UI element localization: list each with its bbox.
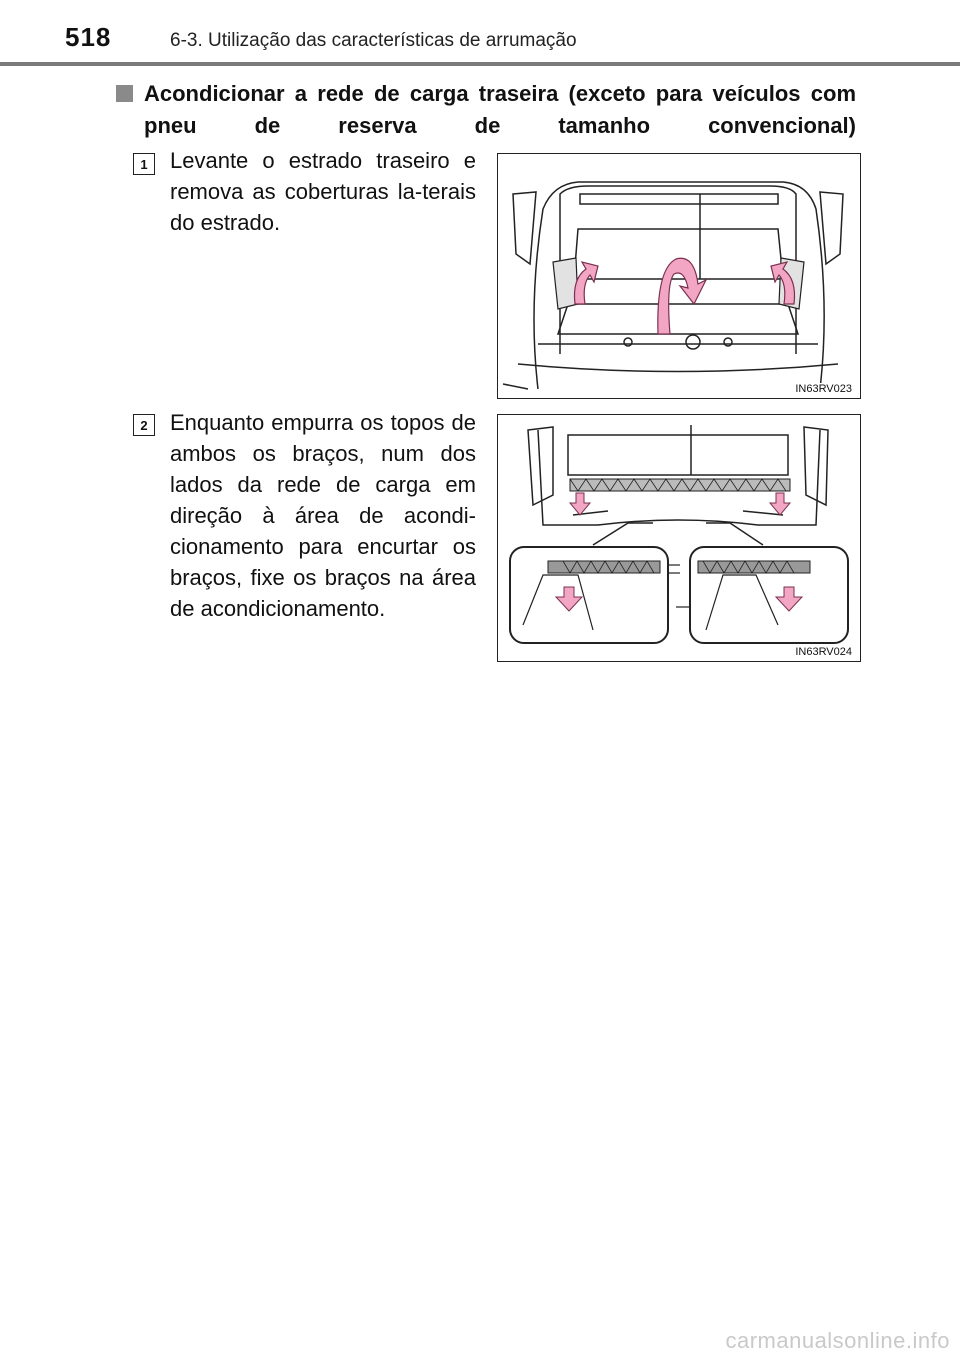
page-number: 518	[65, 22, 112, 52]
step-1-text: Levante o estrado traseiro e remova as coberturas la-terais do estrado.	[170, 148, 476, 235]
step-2-illustration	[497, 414, 861, 662]
subsection-heading-text: Acondicionar a rede de carga traseira (exceto para veículos com pneu de reserva de tamanho convencional)	[144, 81, 856, 138]
figure-code: IN63RV023	[795, 383, 852, 395]
step-2-text: Enquanto empurra os topos de ambos os braços, num dos lados da rede de carga em direção à área de acondi-cionamento para encurtar os braços, fixe os braços na área de acondicionamento.	[170, 410, 476, 621]
step-1-illustration	[497, 153, 861, 399]
section-title: 6-3. Utilização das características de arrumação	[170, 30, 577, 51]
page-header	[0, 0, 960, 66]
square-bullet-icon	[116, 85, 133, 102]
figure-code: IN63RV024	[795, 646, 852, 658]
step-number-badge: 1	[133, 153, 155, 175]
cargo-net-illustration	[498, 415, 859, 660]
header-rule	[0, 62, 960, 66]
watermark-site: carmanualsonline.info	[725, 1328, 950, 1353]
step-number-badge: 2	[133, 414, 155, 436]
cargo-area-illustration	[498, 154, 859, 397]
